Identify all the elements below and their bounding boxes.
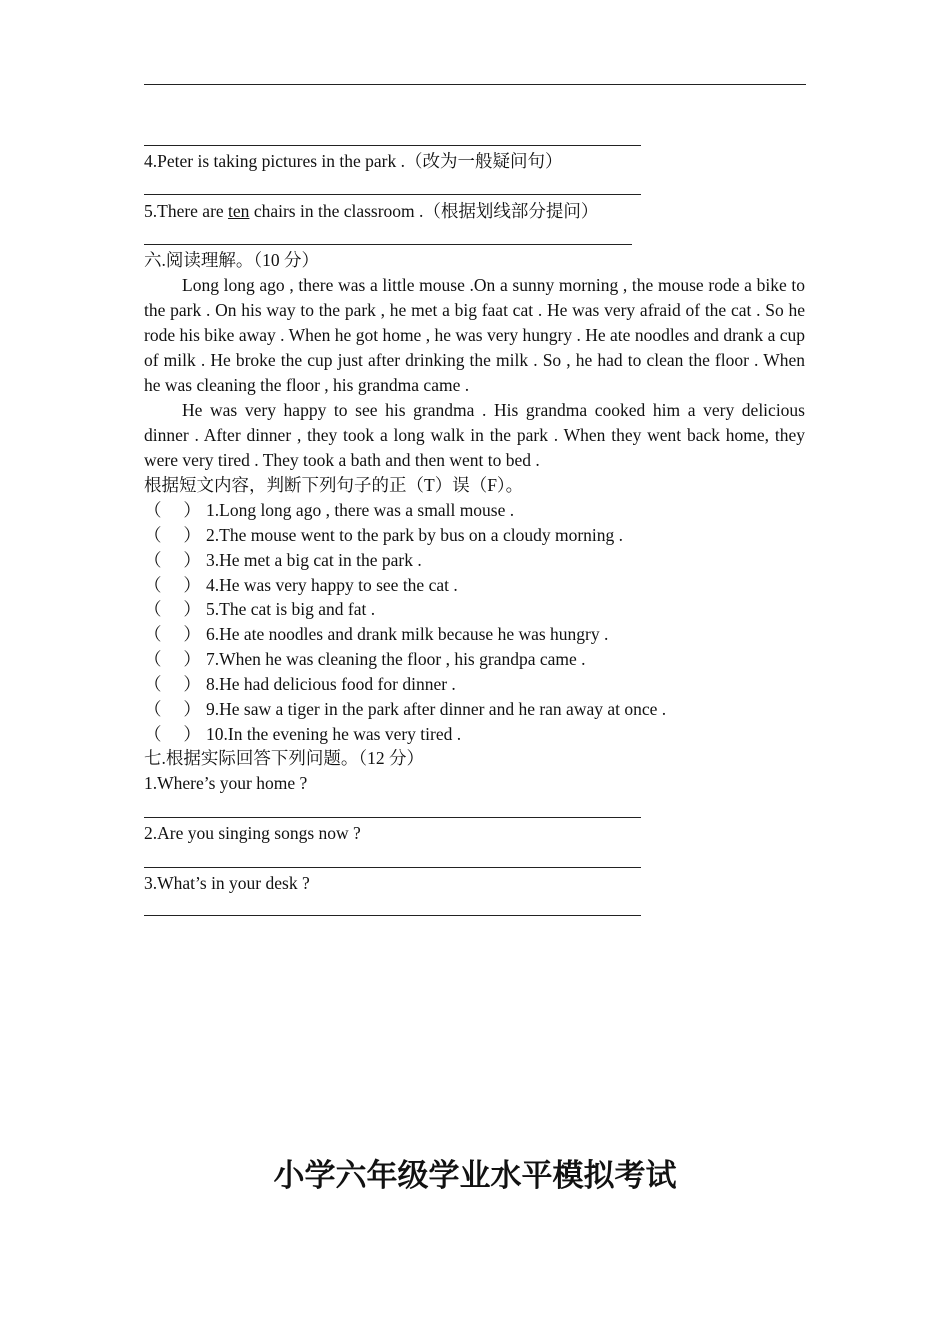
answer-parentheses[interactable]: （ ） [144, 500, 201, 520]
question-7-2: 2.Are you singing songs now ? [144, 823, 361, 843]
question-4: 4.Peter is taking pictures in the park .（改为一般疑问句） [144, 151, 563, 171]
tf-item [144, 523, 623, 548]
top-rule [144, 84, 806, 85]
answer-parentheses[interactable]: （ ） [144, 649, 201, 669]
section-7-heading: 七.根据实际回答下列问题。（12 分） [144, 748, 424, 768]
tf-item [144, 697, 666, 722]
tf-statement: 4.He was very happy to see the cat . [206, 575, 458, 595]
tf-statement: 2.The mouse went to the park by bus on a cloudy morning . [206, 525, 624, 545]
tf-item [144, 498, 514, 523]
tf-statement: 3.He met a big cat in the park . [206, 550, 422, 570]
tf-item [144, 548, 422, 573]
question-7-3: 3.What’s in your desk ? [144, 873, 310, 893]
answer-line[interactable] [144, 817, 641, 818]
tf-statement: 7.When he was cleaning the floor , his grandpa came . [206, 649, 586, 669]
tf-item [144, 622, 608, 647]
underlined-word: ten [228, 201, 250, 221]
answer-line[interactable] [144, 915, 641, 916]
tf-item [144, 647, 586, 672]
tf-statement: 5.The cat is big and fat . [206, 599, 376, 619]
answer-parentheses[interactable]: （ ） [144, 599, 201, 619]
tf-item [144, 597, 375, 622]
tf-item [144, 573, 458, 598]
answer-parentheses[interactable]: （ ） [144, 674, 201, 694]
question-5-end: chairs in the classroom .（根据划线部分提问） [249, 201, 599, 221]
question-5-start: 5.There are [144, 201, 229, 221]
answer-parentheses[interactable]: （ ） [144, 624, 201, 644]
answer-parentheses[interactable]: （ ） [144, 699, 201, 719]
tf-statement: 6.He ate noodles and drank milk because he was hungry . [206, 624, 609, 644]
tf-statement: 8.He had delicious food for dinner . [206, 674, 456, 694]
answer-line[interactable] [144, 867, 641, 868]
tf-statement: 10.In the evening he was very tired . [206, 724, 462, 744]
tf-item [144, 672, 456, 697]
question-5 [144, 199, 598, 224]
question-7-1: 1.Where’s your home ? [144, 773, 308, 793]
answer-line [144, 194, 641, 195]
answer-parentheses[interactable]: （ ） [144, 525, 201, 545]
tf-instruction: 根据短文内容，判断下列句子的正（T）误（F）。 [144, 475, 524, 495]
answer-parentheses[interactable]: （ ） [144, 724, 201, 744]
answer-line [144, 244, 632, 245]
answer-line [144, 145, 641, 146]
answer-parentheses[interactable]: （ ） [144, 550, 201, 570]
reading-passage-1: Long long ago , there was a little mouse .On a sunny morning , the mouse rode a bike to the park . On his way to the park , he met a big faat cat . He was very afraid of the cat . So he rode his bike away . When he got home , he was very hungry . He ate noodles and drank a cup of milk . He broke the cup just after drinking the milk . So , he had to clean the floor . When he was cleaning the floor , his grandma came . [144, 275, 805, 395]
exam-title: 小学六年级学业水平模拟考试 [273, 1158, 677, 1194]
tf-item [144, 722, 461, 747]
tf-statement: 1.Long long ago , there was a small mouse . [206, 500, 515, 520]
section-6-heading: 六.阅读理解。（10 分） [144, 250, 319, 270]
reading-passage-2: He was very happy to see his grandma . His grandma cooked him a very delicious dinner . After dinner , they took a long walk in the park . When they went back home, they were very tired . They took a bath and then went to bed . [144, 400, 805, 470]
tf-statement: 9.He saw a tiger in the park after dinner and he ran away at once . [206, 699, 667, 719]
answer-parentheses[interactable]: （ ） [144, 575, 201, 595]
